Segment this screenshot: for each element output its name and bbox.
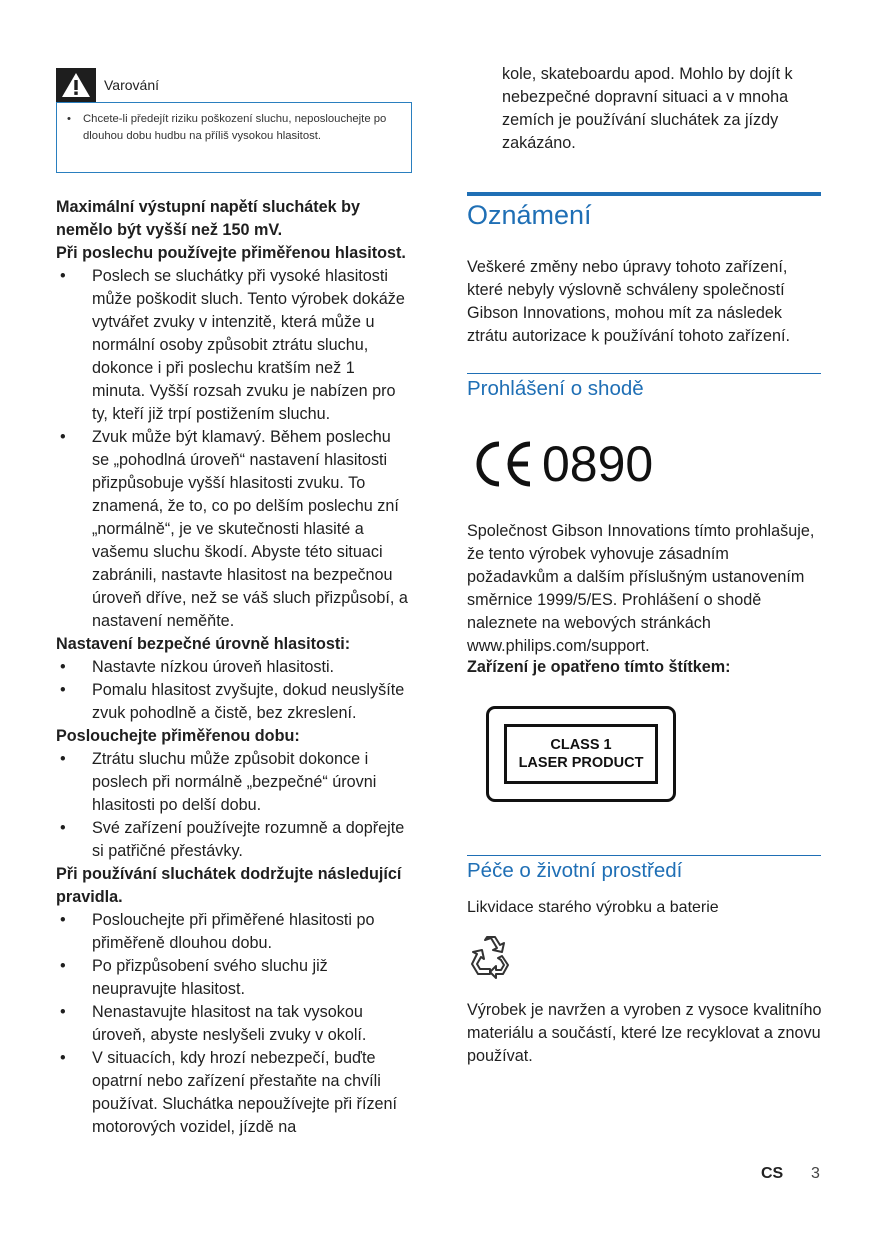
warning-header bbox=[56, 68, 412, 102]
label-note: Zařízení je opatřeno tímto štítkem: bbox=[467, 658, 731, 676]
laser-label bbox=[486, 706, 676, 802]
language-code: CS bbox=[761, 1165, 784, 1182]
list-item: • Pomalu hlasitost zvyšujte, dokud neuslyšíte zvuk pohodlně a čistě, bez zkreslení. bbox=[56, 679, 412, 725]
list-item-text: Poslech se sluchátky při vysoké hlasitosti může poškodit sluch. Tento výrobek dokáže vytvářet zvuky v intenzitě, která může u normální osoby způsobit ztrátu sluchu, dokonce i při poslechu kratším než 1 minuta. Vyšší rozsah zvuku je nabízen pro ty, kteří již trpí postižením sluchu. bbox=[92, 267, 405, 423]
left-column bbox=[56, 196, 412, 1139]
warning-title: Varování bbox=[104, 77, 159, 93]
list-item-text: Své zařízení používejte rozumně a dopřejte si patřičné přestávky. bbox=[92, 819, 405, 860]
rules-heading: Při používání sluchátek dodržujte následující pravidla. bbox=[56, 865, 402, 906]
warning-icon bbox=[56, 68, 96, 102]
page-number: 3 bbox=[811, 1165, 820, 1182]
intro-bold-2: Při poslechu používejte přiměřenou hlasitost. bbox=[56, 244, 406, 262]
list-item: • Poslouchejte při přiměřené hlasitosti po přiměřeně dlouhou dobu. bbox=[56, 909, 412, 955]
intro-bold-1: Maximální výstupní napětí sluchátek by nemělo být vyšší než 150 mV. bbox=[56, 198, 361, 239]
list-item-text: V situacích, kdy hrozí nebezpečí, buďte opatrní nebo zařízení přestaňte na chvíli používat. Sluchátka nepoužívejte při řízení motorových vozidel, jízdě na bbox=[92, 1049, 398, 1136]
list-item-text: Nastavte nízkou úroveň hlasitosti. bbox=[92, 658, 335, 676]
recycle-icon bbox=[468, 934, 514, 980]
ce-mark bbox=[472, 436, 653, 492]
section-rule bbox=[467, 192, 821, 196]
list-item: • Po přizpůsobení svého sluchu již neupravujte hlasitost. bbox=[56, 955, 412, 1001]
list-item: • Nastavte nízkou úroveň hlasitosti. bbox=[56, 656, 412, 679]
conformity-title: Prohlášení o shodě bbox=[467, 377, 644, 400]
list-item-text: Poslouchejte při přiměřené hlasitosti po přiměřeně dlouhou dobu. bbox=[92, 911, 375, 952]
ce-logo-icon bbox=[472, 438, 534, 490]
warning-item: • Chcete-li předejít riziku poškození sluchu, neposlouchejte po dlouhou dobu hudbu na příliš vysokou hlasitost. bbox=[67, 111, 401, 145]
section-rule bbox=[467, 855, 821, 856]
laser-label-border bbox=[504, 724, 658, 784]
list-item: • Zvuk může být klamavý. Během poslechu se „pohodlná úroveň“ nastavení hlasitosti přizpůsobuje vyšší hlasitosti zvuku. To znamená, že to, co po delším poslechu zní „normálně“, je ve skutečnosti hlasité a vašemu sluchu škodí. Abyste této situaci zabránili, nastavte hlasitost na bezpečnou úroveň dříve, než se váš sluch přizpůsobí, a nastavení neměňte. bbox=[56, 426, 412, 633]
list-item: • Své zařízení používejte rozumně a dopřejte si patřičné přestávky. bbox=[56, 817, 412, 863]
list-item-text: Po přizpůsobení svého sluchu již neupravujte hlasitost. bbox=[92, 957, 328, 998]
list-item-text: Nenastavujte hlasitost na tak vysokou úroveň, abyste neslyšeli zvuky v okolí. bbox=[92, 1003, 367, 1044]
section-rule bbox=[467, 373, 821, 374]
warning-box bbox=[56, 102, 412, 173]
laser-line-2: LASER PRODUCT bbox=[518, 755, 644, 771]
list-item: • Nenastavujte hlasitost na tak vysokou úroveň, abyste neslyšeli zvuky v okolí. bbox=[56, 1001, 412, 1047]
listen-time-heading: Poslouchejte přiměřenou dobu: bbox=[56, 727, 300, 745]
list-item: • V situacích, kdy hrozí nebezpečí, buďte opatrní nebo zařízení přestaňte na chvíli používat. Sluchátka nepoužívejte při řízení motorových vozidel, jízdě na bbox=[56, 1047, 412, 1139]
notice-title: Oznámení bbox=[467, 200, 592, 230]
list-item: • Ztrátu sluchu může způsobit dokonce i poslech při normálně „bezpečné“ úrovni hlasitosti po delší dobu. bbox=[56, 748, 412, 817]
warning-block bbox=[56, 68, 412, 173]
list-item-text: Pomalu hlasitost zvyšujte, dokud neuslyšíte zvuk pohodlně a čistě, bez zkreslení. bbox=[92, 681, 405, 722]
laser-label-text bbox=[507, 727, 655, 781]
laser-line-1: CLASS 1 bbox=[550, 737, 612, 753]
list-item: • Poslech se sluchátky při vysoké hlasitosti může poškodit sluch. Tento výrobek dokáže vytvářet zvuky v intenzitě, která může u normální osoby způsobit ztrátu sluchu, dokonce i při poslechu kratším než 1 minuta. Vyšší rozsah zvuku je nabízen pro ty, kteří již trpí postižením sluchu. bbox=[56, 265, 412, 426]
list-item-text: Ztrátu sluchu může způsobit dokonce i poslech při normálně „bezpečné“ úrovni hlasitosti po delší dobu. bbox=[92, 750, 377, 814]
list-item-text: Zvuk může být klamavý. Během poslechu se „pohodlná úroveň“ nastavení hlasitosti přizpůsobuje vyšší hlasitosti zvuku. To znamená, že to, co po delším poslechu zní „normálně“, je ve skutečnosti hlasité a vašemu sluchu škodí. Abyste této situaci zabránili, nastavte hlasitost na bezpečnou úroveň dříve, než se váš sluch přizpůsobí, a nastavení neměňte. bbox=[92, 428, 408, 630]
continuation-text: kole, skateboardu apod. Mohlo by dojít k nebezpečné dopravní situaci a v mnoha zemích je používání sluchátek za jízdy zakázáno. bbox=[502, 65, 793, 152]
environment-text: Výrobek je navržen a vyroben z vysoce kvalitního materiálu a součástí, které lze recyklovat a znovu používat. bbox=[467, 1001, 822, 1065]
notice-text: Veškeré změny nebo úpravy tohoto zařízení, které nebyly výslovně schváleny společností Gibson Innovations, mohou mít za následek ztrátu autorizace k používání tohoto zařízení. bbox=[467, 258, 791, 345]
safe-volume-heading: Nastavení bezpečné úrovně hlasitosti: bbox=[56, 635, 351, 653]
disposal-title: Likvidace starého výrobku a baterie bbox=[467, 899, 719, 916]
ce-number: 0890 bbox=[542, 436, 654, 492]
conformity-text: Společnost Gibson Innovations tímto prohlašuje, že tento výrobek vyhovuje zásadním požadavkům a dalším příslušným ustanovením směrnice 1999/5/ES. Prohlášení o shodě naleznete na webových stránkách www.philips.com/support. bbox=[467, 522, 815, 655]
warning-item-text: Chcete-li předejít riziku poškození sluchu, neposlouchejte po dlouhou dobu hudbu na příliš vysokou hlasitost. bbox=[83, 113, 387, 142]
environment-title: Péče o životní prostředí bbox=[467, 859, 683, 882]
